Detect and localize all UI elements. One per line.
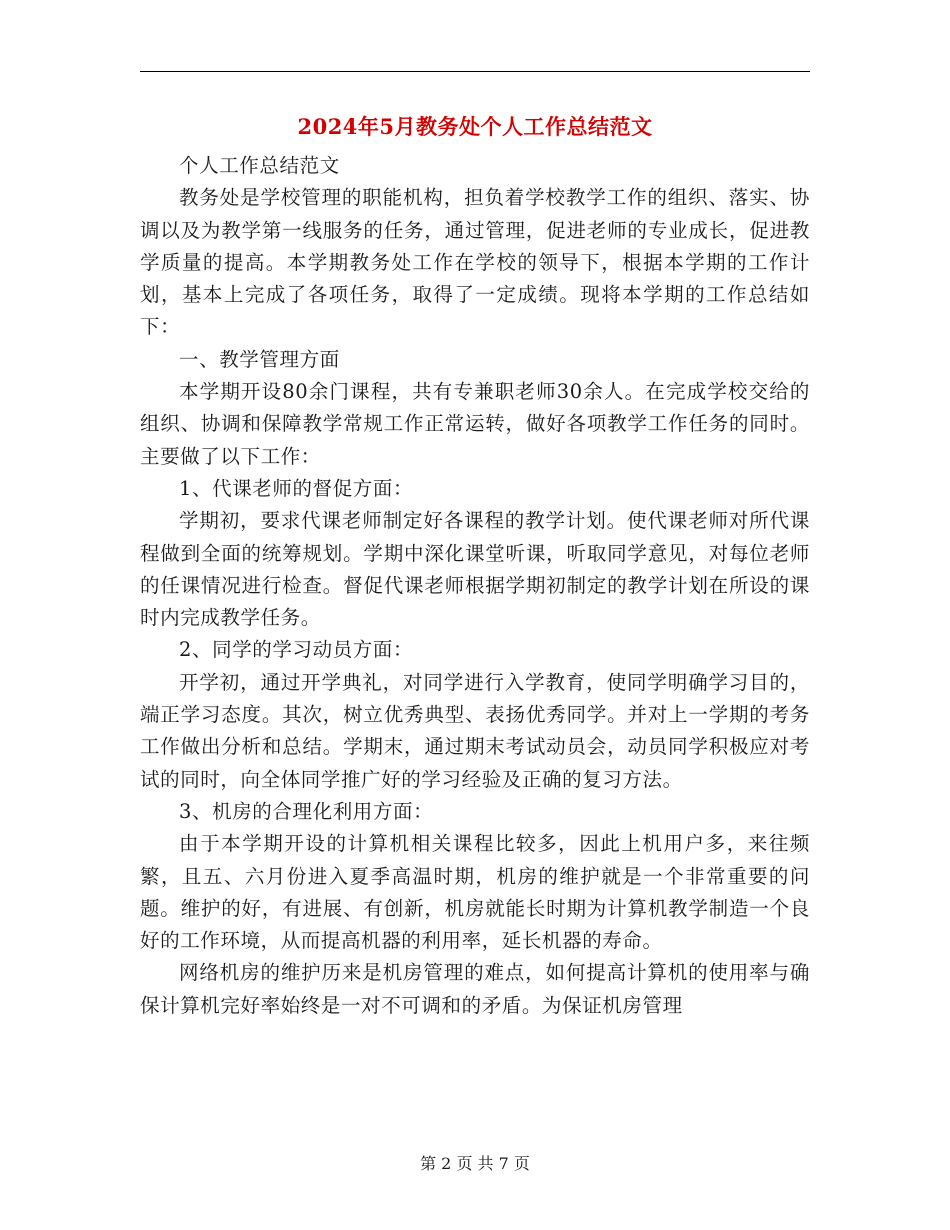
page-footer: 第 2 页 共 7 页 (420, 1154, 530, 1173)
section-heading-teaching-management: 一、教学管理方面 (179, 347, 340, 371)
subheading-student-mobilization: 2、同学的学习动员方面： (179, 638, 414, 662)
paragraph-substitute-teachers: 学期初，要求代课老师制定好各课程的教学计划。使代课老师对所代课程做到全面的统筹规划。学期中深化课堂听课，听取同学意见，对每位老师的任课情况进行检查。督促代课老师根据学期初制定的教学计划在所设的课时内完成教学任务。 (140, 509, 810, 630)
paragraph-intro: 教务处是学校管理的职能机构，担负着学校教学工作的组织、落实、协调以及为教学第一线服务的任务，通过管理，促进老师的专业成长，促进教学质量的提高。本学期教务处工作在学校的领导下，根据本学期的工作计划，基本上完成了各项任务，取得了一定成绩。现将本学期的工作总结如下： (140, 186, 810, 339)
paragraph-courses: 本学期开设80余门课程，共有专兼职老师30余人。在完成学校交给的组织、协调和保障教学常规工作正常运转，做好各项教学工作任务的同时。主要做了以下工作： (140, 380, 810, 468)
paragraph-network-room: 网络机房的维护历来是机房管理的难点，如何提高计算机的使用率与确保计算机完好率始终是一对不可调和的矛盾。为保证机房管理 (140, 961, 810, 1017)
paragraph-computer-room: 由于本学期开设的计算机相关课程比较多，因此上机用户多，来往频繁，且五、六月份进入夏季高温时期，机房的维护就是一个非常重要的问题。维护的好，有进展、有创新，机房就能长时期为计算机教学制造一个良好的工作环境，从而提高机器的利用率，延长机器的寿命。 (140, 832, 810, 953)
subheading-computer-room: 3、机房的合理化利用方面： (179, 799, 434, 823)
header-rule (140, 71, 810, 72)
document-body (140, 150, 810, 1022)
paragraph-student-mobilization: 开学初，通过开学典礼，对同学进行入学教育，使同学明确学习目的，端正学习态度。其次，树立优秀典型、表扬优秀同学。并对上一学期的考务工作做出分析和总结。学期末，通过期末考试动员会，动员同学积极应对考试的同时，向全体同学推广好的学习经验及正确的复习方法。 (140, 670, 810, 791)
document-title: 2024年5月教务处个人工作总结范文 (297, 114, 653, 139)
paragraph-subtitle: 个人工作总结范文 (179, 154, 340, 177)
subheading-substitute-teachers: 1、代课老师的督促方面： (179, 476, 414, 500)
